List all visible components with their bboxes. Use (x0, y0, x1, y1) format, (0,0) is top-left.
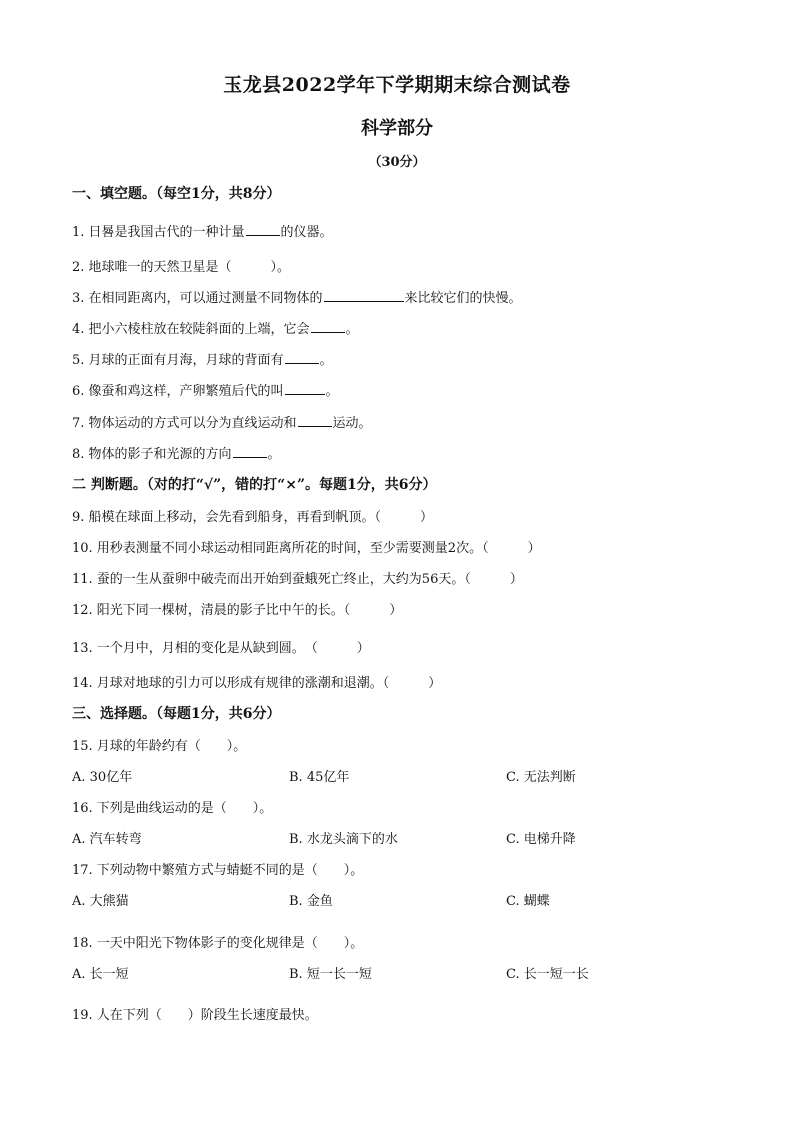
exam-score: （30分） (368, 155, 426, 170)
option-b[interactable]: B. 金鱼 (289, 894, 333, 909)
question-8: 8. 物体的影子和光源的方向 。 (72, 447, 281, 462)
question-2: 2. 地球唯一的天然卫星是（ ）。 (72, 260, 291, 275)
option-a[interactable]: A. 汽车转弯 (72, 832, 142, 847)
question-3: 3. 在相同距离内，可以通过测量不同物体的 来比较它们的快慢。 (72, 291, 522, 306)
answer-blank[interactable] (298, 414, 332, 427)
option-a[interactable]: A. 大熊猫 (72, 894, 129, 909)
exam-subtitle: 科学部分 (361, 118, 433, 139)
question-7: 7. 物体运动的方式可以分为直线运动和 运动。 (72, 416, 372, 431)
option-b[interactable]: B. 短一长一短 (289, 967, 372, 982)
option-a[interactable]: A. 30亿年 (72, 770, 133, 785)
option-a[interactable]: A. 长一短 (72, 967, 129, 982)
answer-blank[interactable] (246, 223, 280, 236)
question-19: 19. 人在下列（ ）阶段生长速度最快。 (72, 1008, 318, 1023)
question-1: 1. 日晷是我国古代的一种计量 的仪器。 (72, 225, 333, 240)
answer-blank[interactable] (285, 382, 325, 395)
question-5: 5. 月球的正面有月海，月球的背面有 。 (72, 353, 333, 368)
question-17: 17. 下列动物中繁殖方式与蜻蜓不同的是（ ）。 (72, 863, 364, 878)
option-c[interactable]: C. 长一短一长 (506, 967, 589, 982)
question-11: 11. 蚕的一生从蚕卵中破壳而出开始到蚕蛾死亡终止，大约为56天。（ ） (72, 572, 523, 587)
question-10: 10. 用秒表测量不同小球运动相同距离所花的时间，至少需要测量2次。（ ） (72, 541, 541, 556)
question-18: 18. 一天中阳光下物体影子的变化规律是（ ）。 (72, 936, 364, 951)
answer-blank[interactable] (311, 320, 345, 333)
answer-blank[interactable] (324, 289, 404, 302)
section-1-heading: 一、填空题。（每空1分，共8分） (72, 186, 281, 202)
option-b[interactable]: B. 水龙头滴下的水 (289, 832, 398, 847)
question-14: 14. 月球对地球的引力可以形成有规律的涨潮和退潮。（ ） (72, 676, 442, 691)
exam-title: 玉龙县2022学年下学期期末综合测试卷 (223, 74, 571, 96)
question-13: 13. 一个月中，月相的变化是从缺到圆。 （ ） (72, 641, 370, 656)
option-c[interactable]: C. 电梯升降 (506, 832, 576, 847)
option-c[interactable]: C. 蝴蝶 (506, 894, 550, 909)
section-2-heading: 二 判断题。（对的打“√”，错的打“×”。每题1分，共6分） (72, 477, 437, 493)
question-12: 12. 阳光下同一棵树，清晨的影子比中午的长。（ ） (72, 603, 403, 618)
question-9: 9. 船模在球面上移动，会先看到船身，再看到帆顶。（ ） (72, 510, 434, 525)
question-6: 6. 像蚕和鸡这样，产卵繁殖后代的叫 。 (72, 384, 339, 399)
option-b[interactable]: B. 45亿年 (289, 770, 350, 785)
section-3-heading: 三、选择题。（每题1分，共6分） (72, 706, 281, 722)
question-4: 4. 把小六棱柱放在较陡斜面的上端，它会 。 (72, 322, 359, 337)
answer-blank[interactable] (285, 351, 319, 364)
question-15: 15. 月球的年龄约有（ ）。 (72, 739, 247, 754)
question-16: 16. 下列是曲线运动的是（ ）。 (72, 801, 273, 816)
answer-blank[interactable] (233, 445, 267, 458)
option-c[interactable]: C. 无法判断 (506, 770, 576, 785)
